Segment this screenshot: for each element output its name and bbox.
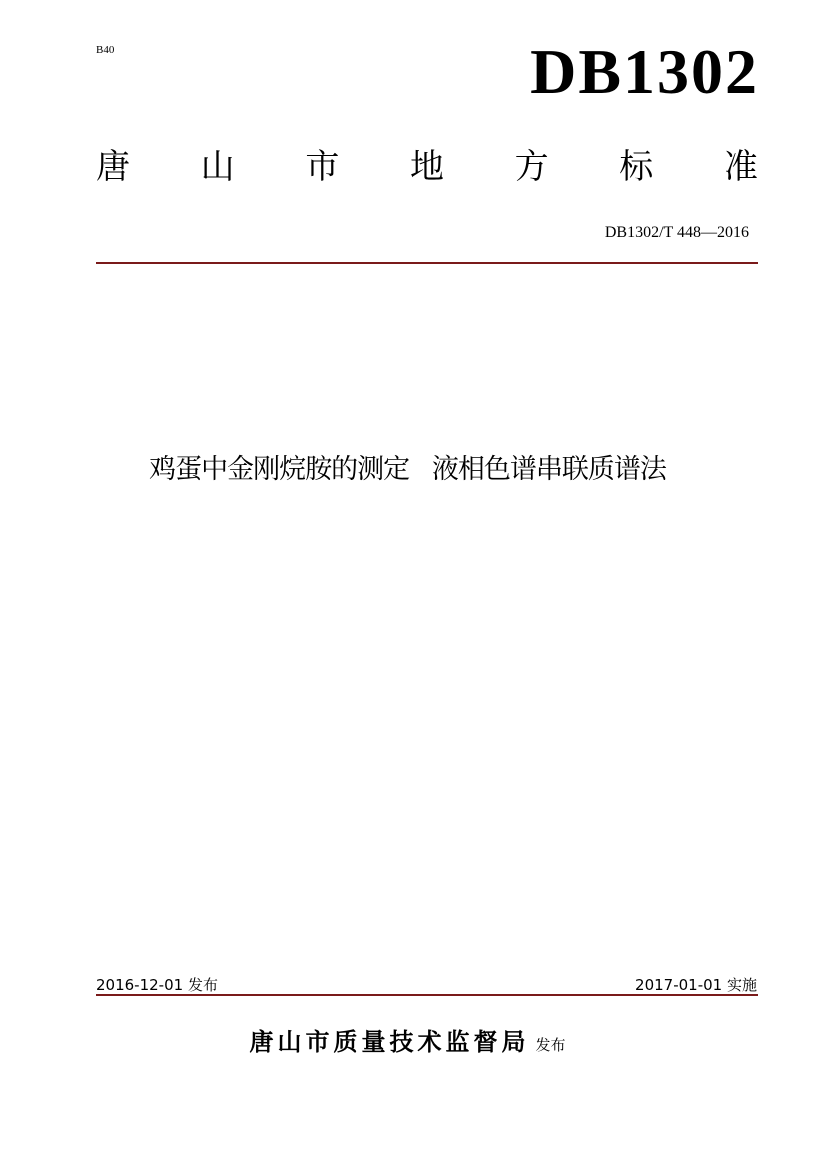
- standard-type-title: [96, 147, 758, 187]
- publisher-suffix: 发布: [535, 1036, 566, 1054]
- issue-date: 2016-12-01 发布: [96, 976, 218, 994]
- header-divider: [96, 262, 758, 264]
- publisher-name: 唐山市质量技术监督局: [249, 1028, 530, 1056]
- standard-type-char: 唐: [96, 147, 130, 187]
- standard-number: DB1302/T 448—2016: [604, 224, 749, 241]
- implement-date: 2017-01-01 实施: [635, 976, 757, 994]
- standard-type-char: 地: [409, 147, 444, 187]
- standard-type-char: 标: [619, 147, 654, 187]
- document-title: 鸡蛋中金刚烷胺的测定 液相色谱串联质谱法: [149, 454, 666, 485]
- standard-type-char: 山: [200, 147, 235, 187]
- ccs-code: B40: [96, 44, 115, 56]
- footer-divider: [96, 994, 758, 996]
- standard-type-char: 方: [514, 147, 549, 187]
- standard-code: DB1302: [530, 36, 759, 107]
- publisher-line: [0, 1022, 815, 1057]
- standard-type-char: 准: [723, 147, 758, 187]
- standard-type-char: 市: [305, 147, 340, 187]
